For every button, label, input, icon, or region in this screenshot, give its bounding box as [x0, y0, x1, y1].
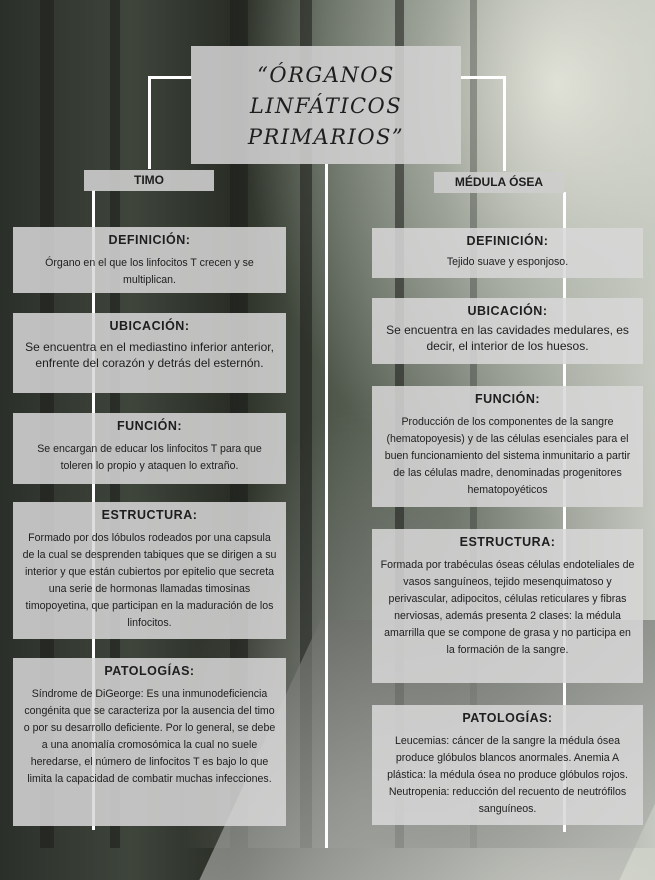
timo-estructura-box — [13, 502, 286, 639]
section-heading: UBICACIÓN: — [109, 319, 190, 333]
section-heading: FUNCIÓN: — [474, 392, 541, 406]
connector-line — [503, 76, 506, 171]
medula-funcion-box — [372, 386, 643, 507]
timo-definicion-box — [13, 227, 286, 293]
section-heading: PATOLOGÍAS: — [104, 664, 195, 678]
medula-estructura-box — [372, 529, 643, 683]
title-text: “ÓRGANOS LINFÁTICOS PRIMARIOS” — [247, 63, 405, 149]
section-heading: DEFINICIÓN: — [108, 233, 191, 247]
section-text: Formado por dos lóbulos rodeados por una capsula de la cual se desprenden tabiques que se dirigen a su interior y que están cubiertos por epitelio que secreta una serie de hormonas llamadas timosinas timopoyetina, que participan en la maduración de los linfocitos. — [22, 532, 277, 629]
section-heading: FUNCIÓN: — [116, 419, 183, 433]
section-heading: ESTRUCTURA: — [459, 535, 556, 549]
medula-patologias-box — [372, 705, 643, 825]
medula-definicion-box — [372, 228, 643, 278]
section-text: Formada por trabéculas óseas células endoteliales de vasos sanguíneos, tejido mesenquimatoso y perivascular, adipocitos, células reticulares y fibras nerviosas, además presenta 2 clases: la médula amarrilla que se compone de grasa y no participa en la formación de la sangre. — [380, 559, 635, 656]
connector-line — [325, 164, 328, 848]
section-text: Se encuentra en el mediastino inferior anterior, enfrente del corazón y detrás del esternón. — [25, 340, 274, 370]
section-heading: PATOLOGÍAS: — [462, 711, 553, 725]
branch-label-medula — [434, 172, 564, 193]
connector-line — [148, 76, 192, 79]
section-text: Se encuentra en las cavidades medulares, es decir, el interior de los huesos. — [386, 323, 629, 353]
section-text: Producción de los componentes de la sangre (hematopoyesis) y de las células esenciales para el buen funcionamiento del sistema inmunitario a partir de las células madre, denominadas progenitores hematopoyéticos — [384, 416, 631, 496]
section-heading: ESTRUCTURA: — [101, 508, 198, 522]
timo-patologias-box — [13, 658, 286, 826]
page-title — [191, 46, 461, 164]
connector-line — [461, 76, 505, 79]
branch-label-text: TIMO — [134, 173, 164, 187]
section-heading: UBICACIÓN: — [467, 304, 548, 318]
branch-label-text: MÉDULA ÓSEA — [454, 175, 544, 189]
timo-funcion-box — [13, 413, 286, 484]
section-text: Tejido suave y esponjoso. — [446, 256, 569, 268]
section-heading: DEFINICIÓN: — [466, 234, 549, 248]
medula-ubicacion-box — [372, 298, 643, 364]
connector-line — [148, 76, 151, 169]
section-text: Se encargan de educar los linfocitos T para que toleren lo propio y ataquen lo extraño. — [37, 443, 262, 472]
section-text: Síndrome de DiGeorge: Es una inmunodeficiencia congénita que se caracteriza por la ausencia del timo o por su desarrollo deficiente. Por lo general, se debe a una anomalía cromosómica la cual no suele heredarse, el número de linfocitos T es bajo lo que limita la capacidad de combatir muchas infecciones. — [23, 688, 276, 785]
section-text: Órgano en el que los linfocitos T crecen y se multiplican. — [45, 257, 254, 286]
branch-label-timo — [84, 170, 214, 191]
timo-ubicacion-box — [13, 313, 286, 393]
section-text: Leucemias: cáncer de la sangre la médula ósea produce glóbulos blancos anormales. Anemia A plástica: la médula ósea no produce glóbulos rojos. Neutropenia: reducción del recuento de neutrófilos sanguíneos. — [387, 735, 628, 815]
